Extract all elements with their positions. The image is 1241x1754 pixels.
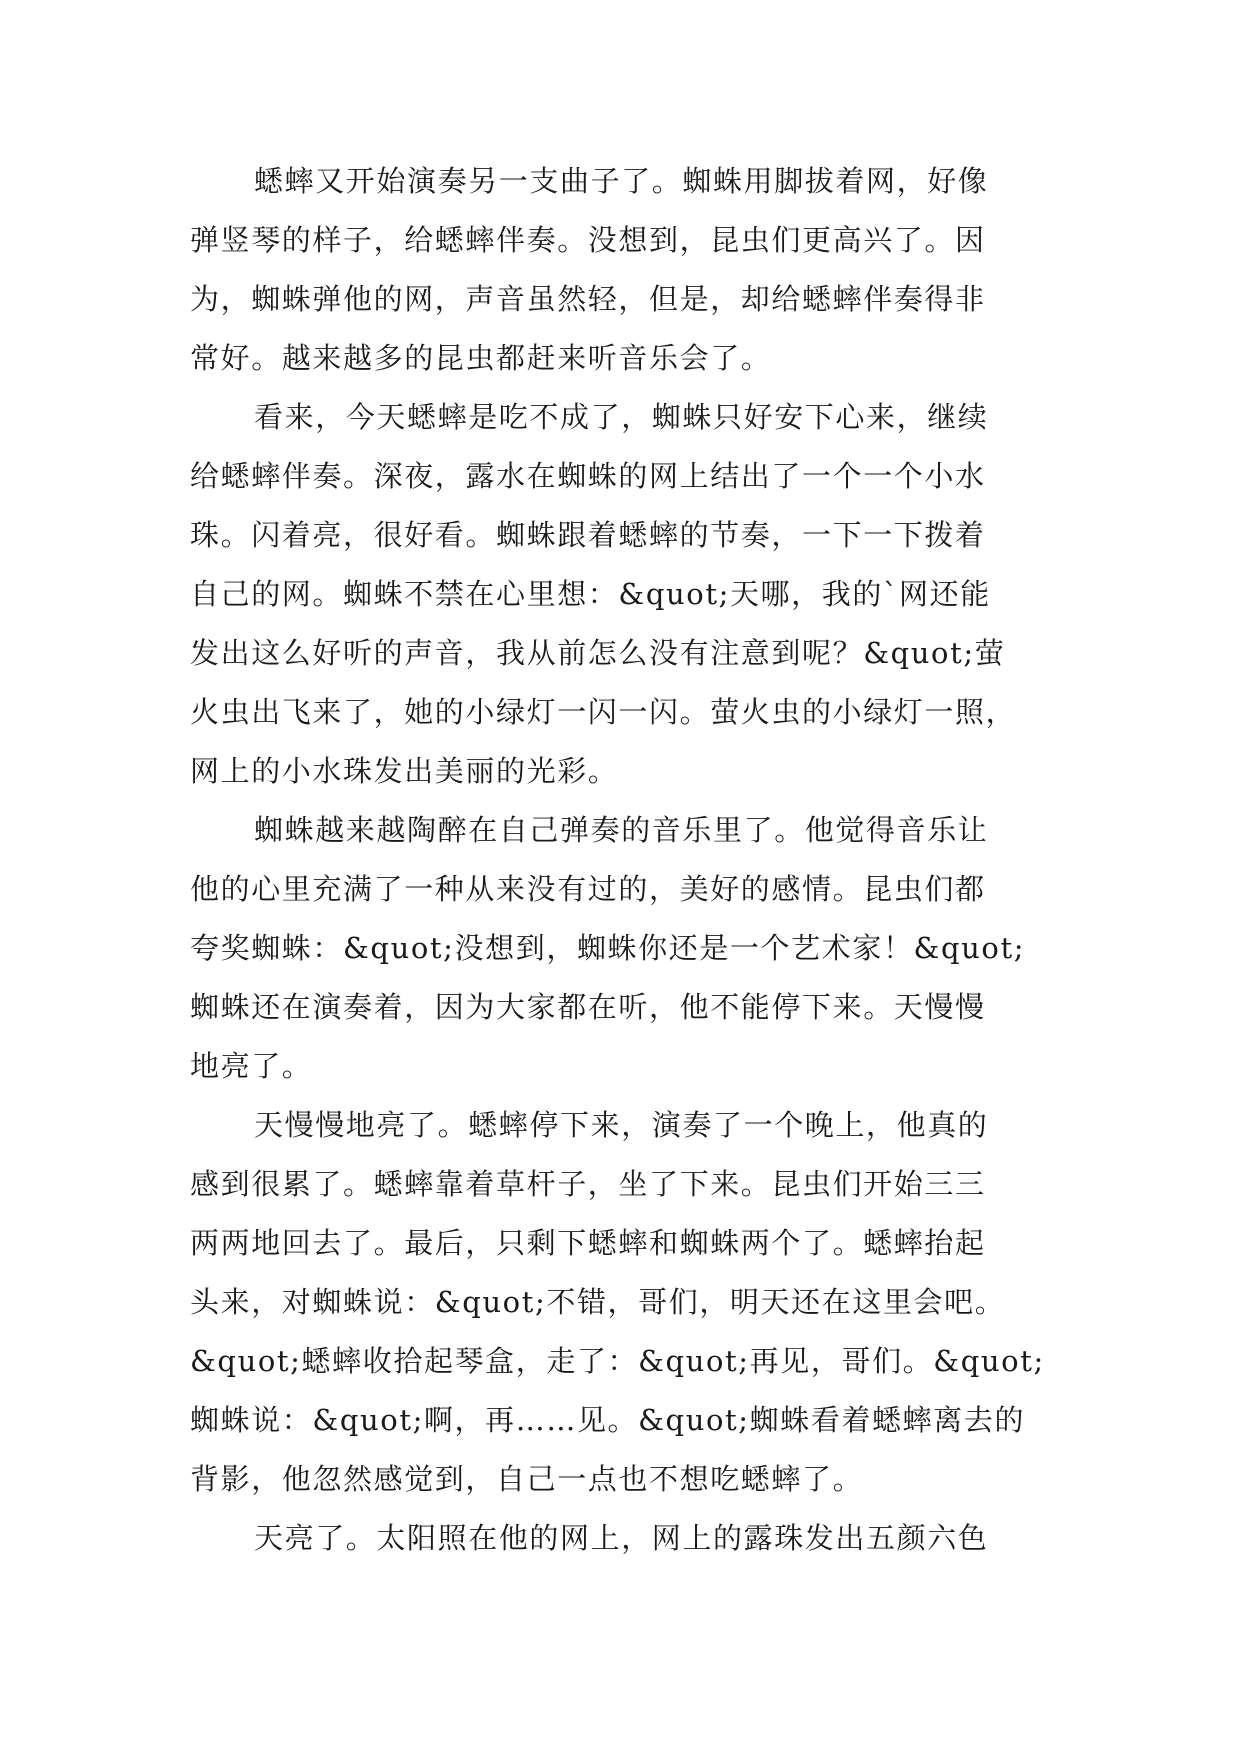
text-line: 背影，他忽然感觉到，自己一点也不想吃蟋蟀了。 xyxy=(190,1462,864,1496)
text-line: 珠。闪着亮，很好看。蜘蛛跟着蟋蟀的节奏，一下一下拨着 xyxy=(190,518,986,552)
text-line: 给蟋蟀伴奏。深夜，露水在蜘蛛的网上结出了一个一个小水 xyxy=(190,459,986,493)
text-line: 弹竖琴的样子，给蟋蟀伴奏。没想到，昆虫们更高兴了。因 xyxy=(190,223,986,257)
text-line: 发出这么好听的声音，我从前怎么没有注意到呢？&quot;萤 xyxy=(190,636,1006,670)
text-line: 自己的网。蜘蛛不禁在心里想：&quot;天哪，我的`网还能 xyxy=(190,577,991,611)
text-line: 两两地回去了。最后，只剩下蟋蟀和蜘蛛两个了。蟋蟀抬起 xyxy=(190,1226,986,1260)
text-line: 夸奖蜘蛛：&quot;没想到，蜘蛛你还是一个艺术家！&quot; xyxy=(190,931,1026,965)
story-text xyxy=(190,152,1052,1568)
text-line: 头来，对蜘蛛说：&quot;不错，哥们，明天还在这里会吧。 xyxy=(190,1285,1006,1319)
text-line: 蜘蛛说：&quot;啊，再……见。&quot;蜘蛛看着蟋蟀离去的 xyxy=(190,1403,1026,1437)
text-line: 蟋蟀又开始演奏另一支曲子了。蜘蛛用脚拔着网，好像 xyxy=(254,164,989,198)
text-line: 天慢慢地亮了。蟋蟀停下来，演奏了一个晚上，他真的 xyxy=(254,1108,989,1142)
text-line: 天亮了。太阳照在他的网上，网上的露珠发出五颜六色 xyxy=(254,1521,989,1555)
text-line: 蜘蛛越来越陶醉在自己弹奏的音乐里了。他觉得音乐让 xyxy=(254,813,989,847)
text-line: 蜘蛛还在演奏着，因为大家都在听，他不能停下来。天慢慢 xyxy=(190,990,986,1024)
text-line: 火虫出飞来了，她的小绿灯一闪一闪。萤火虫的小绿灯一照， xyxy=(190,695,1017,729)
text-line: 地亮了。 xyxy=(190,1049,313,1083)
text-line: &quot;蟋蟀收拾起琴盒，走了：&quot;再见，哥们。&quot; xyxy=(190,1344,1045,1378)
text-line: 常好。越来越多的昆虫都赶来听音乐会了。 xyxy=(190,341,772,375)
text-line: 看来，今天蟋蟀是吃不成了，蜘蛛只好安下心来，继续 xyxy=(254,400,989,434)
text-line: 感到很累了。蟋蟀靠着草杆子，坐了下来。昆虫们开始三三 xyxy=(190,1167,986,1201)
text-line: 为，蜘蛛弹他的网，声音虽然轻，但是，却给蟋蟀伴奏得非 xyxy=(190,282,986,316)
text-line: 他的心里充满了一种从来没有过的，美好的感情。昆虫们都 xyxy=(190,872,986,906)
text-line: 网上的小水珠发出美丽的光彩。 xyxy=(190,754,619,788)
